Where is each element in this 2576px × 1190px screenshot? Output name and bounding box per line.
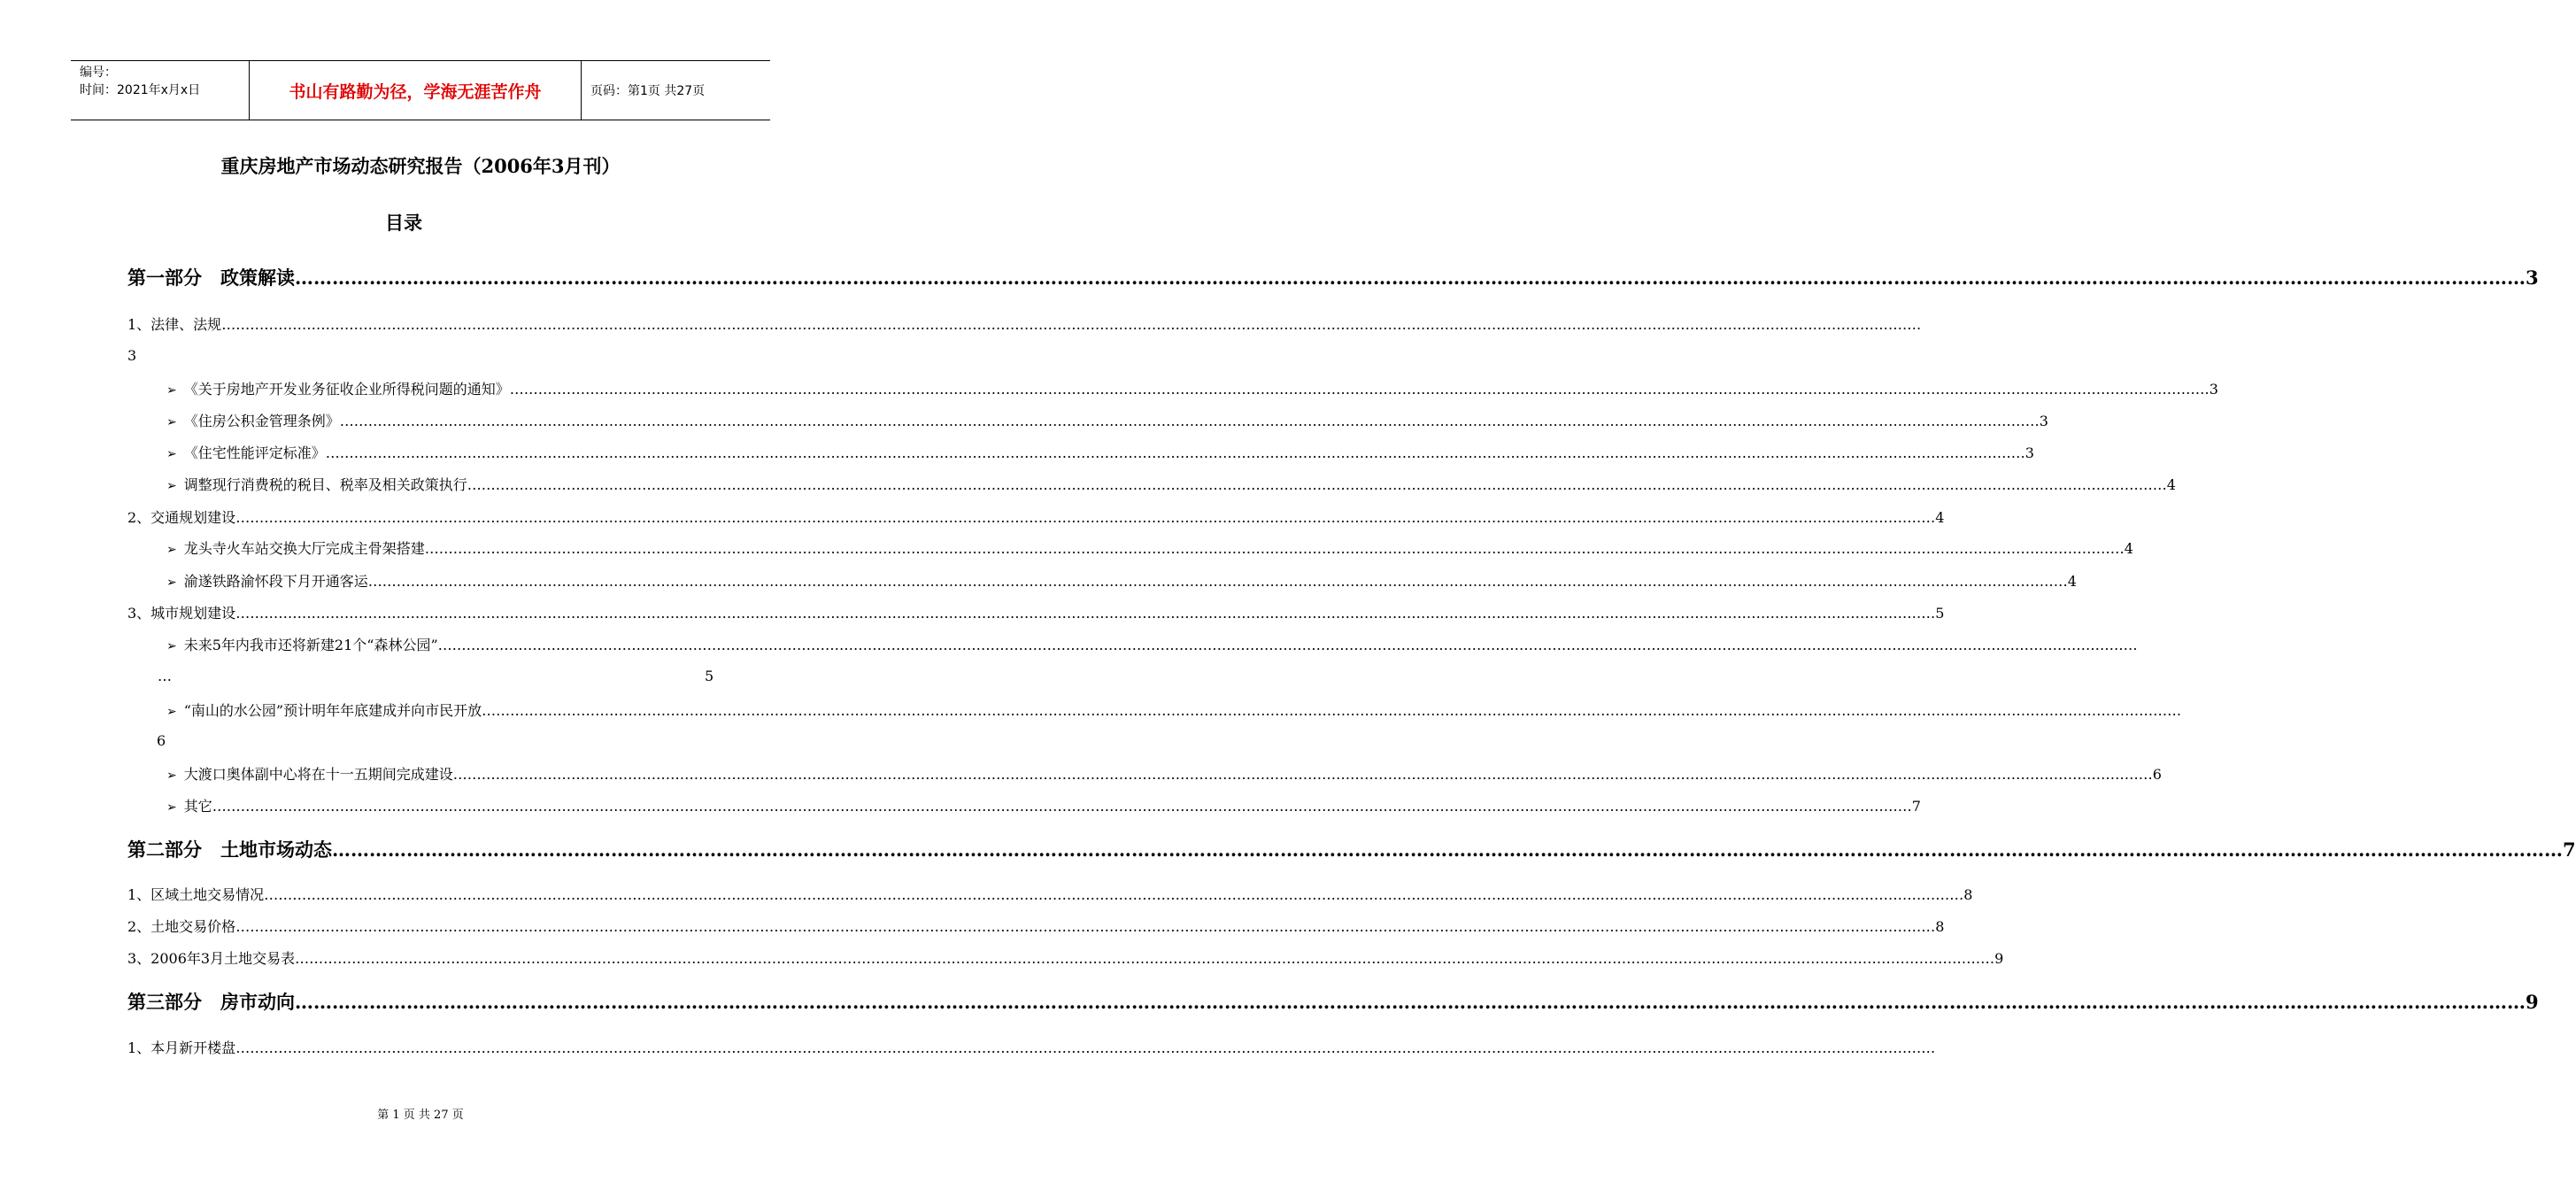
toc-heading: 目录 <box>385 212 422 234</box>
toc-page: 7 <box>2563 838 2576 861</box>
toc-page: 7 <box>1911 798 1921 815</box>
arrow-bullet-icon: ➢ <box>166 383 177 398</box>
toc-page: 4 <box>1935 509 1945 526</box>
toc-leader: ……………………………………………………………………………………………………………………………………………………………………………………………………………………………………………………………………………………………………………………………… <box>295 267 2526 289</box>
document-title: 重庆房地产市场动态研究报告（2006年3月刊） <box>220 155 621 177</box>
toc-leader: ……………………………………………………………………………………………………………………………………………………………………………………………………………………………………………………………………………………………………………………………… <box>235 1039 1936 1056</box>
toc-label: “南山的水公园”预计明年年底建成并向市民开放 <box>183 702 482 719</box>
toc-leader: ……………………………………………………………………………………………………………………………………………………………………………………………………………………………………………………………………………………………………………………………… <box>367 573 2068 590</box>
header-meta-cell <box>71 61 250 120</box>
toc-part-1[interactable] <box>127 264 2539 290</box>
toc-leader: ……………………………………………………………………………………………………………………………………………………………………………………………………………………………………………………………………………………………………………………………… <box>332 838 2563 861</box>
arrow-bullet-icon: ➢ <box>166 415 177 429</box>
toc-section-2-1[interactable] <box>127 884 1973 904</box>
toc-label: 《关于房地产开发业务征收企业所得税问题的通知》 <box>183 381 510 398</box>
toc-label: 未来5年内我市还将新建21个“森林公园” <box>183 637 438 653</box>
toc-page: 3 <box>127 347 137 364</box>
toc-item[interactable] <box>166 474 2176 494</box>
toc-page: 3 <box>2039 413 2048 429</box>
toc-page: 5 <box>1935 605 1945 622</box>
toc-label: 《住房公积金管理条例》 <box>183 413 340 429</box>
page-footer: 第 1 页 共 27 页 <box>377 1109 464 1122</box>
toc-leader-wrap: … <box>158 668 172 684</box>
arrow-bullet-icon: ➢ <box>166 479 177 493</box>
toc-leader: ……………………………………………………………………………………………………………………………………………………………………………………………………………………………………………………………………………………………………………………………… <box>424 540 2125 557</box>
toc-leader: ……………………………………………………………………………………………………………………………………………………………………………………………………………………………………………………………………………………………………………………………… <box>452 766 2153 783</box>
toc-page: 3 <box>2025 444 2034 461</box>
arrow-bullet-icon: ➢ <box>166 639 177 653</box>
toc-leader: ……………………………………………………………………………………………………………………………………………………………………………………………………………………………………………………………………………………………………………………………… <box>437 637 2138 653</box>
toc-page: 8 <box>1963 886 1973 903</box>
toc-section-2-2[interactable] <box>127 916 1945 936</box>
toc-page: 4 <box>2166 476 2176 493</box>
toc-part-3[interactable] <box>127 988 2539 1015</box>
toc-leader: ……………………………………………………………………………………………………………………………………………………………………………………………………………………………………………………………………………………………………………………………… <box>235 918 1936 935</box>
header-time: 时间：2021年x月x日 <box>80 83 201 97</box>
toc-section-3-1[interactable] <box>127 1037 1936 1057</box>
header-motto: 书山有路勤为径，学海无涯苦作舟 <box>250 61 582 120</box>
toc-section-1-1[interactable] <box>127 313 1922 334</box>
arrow-bullet-icon: ➢ <box>166 769 177 783</box>
header-page-info: 页码：第1页 共27页 <box>590 84 706 98</box>
toc-section-1-3[interactable] <box>127 602 1945 622</box>
toc-part-2[interactable] <box>127 836 2576 862</box>
toc-page: 9 <box>1994 950 2004 967</box>
toc-page: 4 <box>2067 573 2077 590</box>
toc-label: 第三部分 房市动向 <box>127 991 295 1013</box>
toc-leader: ……………………………………………………………………………………………………………………………………………………………………………………………………………………………………………………………………………………………………………………………… <box>339 413 2040 429</box>
arrow-bullet-icon: ➢ <box>166 705 177 719</box>
toc-leader: ……………………………………………………………………………………………………………………………………………………………………………………………………………………………………………………………………………………………………………………………… <box>325 444 2025 461</box>
toc-leader: ……………………………………………………………………………………………………………………………………………………………………………………………………………………………………………………………………………………………………………………………… <box>235 605 1936 622</box>
arrow-bullet-icon: ➢ <box>166 800 177 815</box>
toc-label: 龙头寺火车站交换大厅完成主骨架搭建 <box>183 540 425 557</box>
header-number: 编号： <box>80 66 117 80</box>
toc-leader: ……………………………………………………………………………………………………………………………………………………………………………………………………………………………………………………………………………………………………………………………… <box>482 702 2182 719</box>
toc-page: 9 <box>2526 991 2539 1013</box>
toc-page: 8 <box>1935 918 1945 935</box>
toc-label: 2、土地交易价格 <box>127 918 236 935</box>
arrow-bullet-icon: ➢ <box>166 543 177 557</box>
toc-label: 2、交通规划建设 <box>127 509 236 526</box>
toc-label: 渝遂铁路渝怀段下月开通客运 <box>183 573 368 590</box>
toc-page: 6 <box>157 732 166 749</box>
toc-item[interactable] <box>166 763 2162 784</box>
toc-leader: ……………………………………………………………………………………………………………………………………………………………………………………………………………………………………………………………………………………………………………………………… <box>235 509 1936 526</box>
arrow-bullet-icon: ➢ <box>166 447 177 461</box>
toc-item[interactable] <box>166 442 2034 462</box>
toc-page: 3 <box>2526 267 2539 289</box>
toc-leader: ……………………………………………………………………………………………………………………………………………………………………………………………………………………………………………………………………………………………………………………………… <box>221 316 1922 333</box>
toc-page: 6 <box>2152 766 2162 783</box>
toc-item[interactable] <box>166 537 2133 558</box>
toc-label: 其它 <box>183 798 212 815</box>
toc-label: 3、城市规划建设 <box>127 605 236 622</box>
toc-label: 调整现行消费税的税目、税率及相关政策执行 <box>183 476 467 493</box>
toc-page: 5 <box>705 668 714 684</box>
toc-leader: ……………………………………………………………………………………………………………………………………………………………………………………………………………………………………………………………………………………………………………………………… <box>212 798 1912 815</box>
toc-item[interactable] <box>166 795 1921 815</box>
toc-label: 1、法律、法规 <box>127 316 222 333</box>
toc-label: 第一部分 政策解读 <box>127 267 295 289</box>
toc-label: 1、区域土地交易情况 <box>127 886 265 903</box>
toc-item[interactable] <box>166 699 2182 720</box>
toc-section-2-3[interactable] <box>127 947 2004 968</box>
toc-item[interactable] <box>166 634 2138 654</box>
toc-label: 大渡口奥体副中心将在十一五期间完成建设 <box>183 766 453 783</box>
toc-label: 3、2006年3月土地交易表 <box>127 950 296 967</box>
toc-page: 4 <box>2124 540 2133 557</box>
toc-label: 《住宅性能评定标准》 <box>183 444 326 461</box>
toc-page: 3 <box>2209 381 2218 398</box>
toc-leader: ……………………………………………………………………………………………………………………………………………………………………………………………………………………………………………………………………………………………………………………………… <box>509 381 2210 398</box>
arrow-bullet-icon: ➢ <box>166 576 177 590</box>
toc-label: 第二部分 土地市场动态 <box>127 838 332 861</box>
header-table <box>71 60 770 120</box>
toc-item[interactable] <box>166 378 2218 398</box>
toc-section-1-2[interactable] <box>127 506 1945 527</box>
toc-label: 1、本月新开楼盘 <box>127 1039 236 1056</box>
toc-leader: ……………………………………………………………………………………………………………………………………………………………………………………………………………………………………………………………………………………………………………………………… <box>295 991 2526 1013</box>
toc-item[interactable] <box>166 570 2077 591</box>
toc-leader: ……………………………………………………………………………………………………………………………………………………………………………………………………………………………………………………………………………………………………………………………… <box>295 950 1995 967</box>
toc-leader: ……………………………………………………………………………………………………………………………………………………………………………………………………………………………………………………………………………………………………………………………… <box>467 476 2167 493</box>
toc-item[interactable] <box>166 410 2048 430</box>
toc-leader: ……………………………………………………………………………………………………………………………………………………………………………………………………………………………………………………………………………………………………………………………… <box>264 886 1964 903</box>
